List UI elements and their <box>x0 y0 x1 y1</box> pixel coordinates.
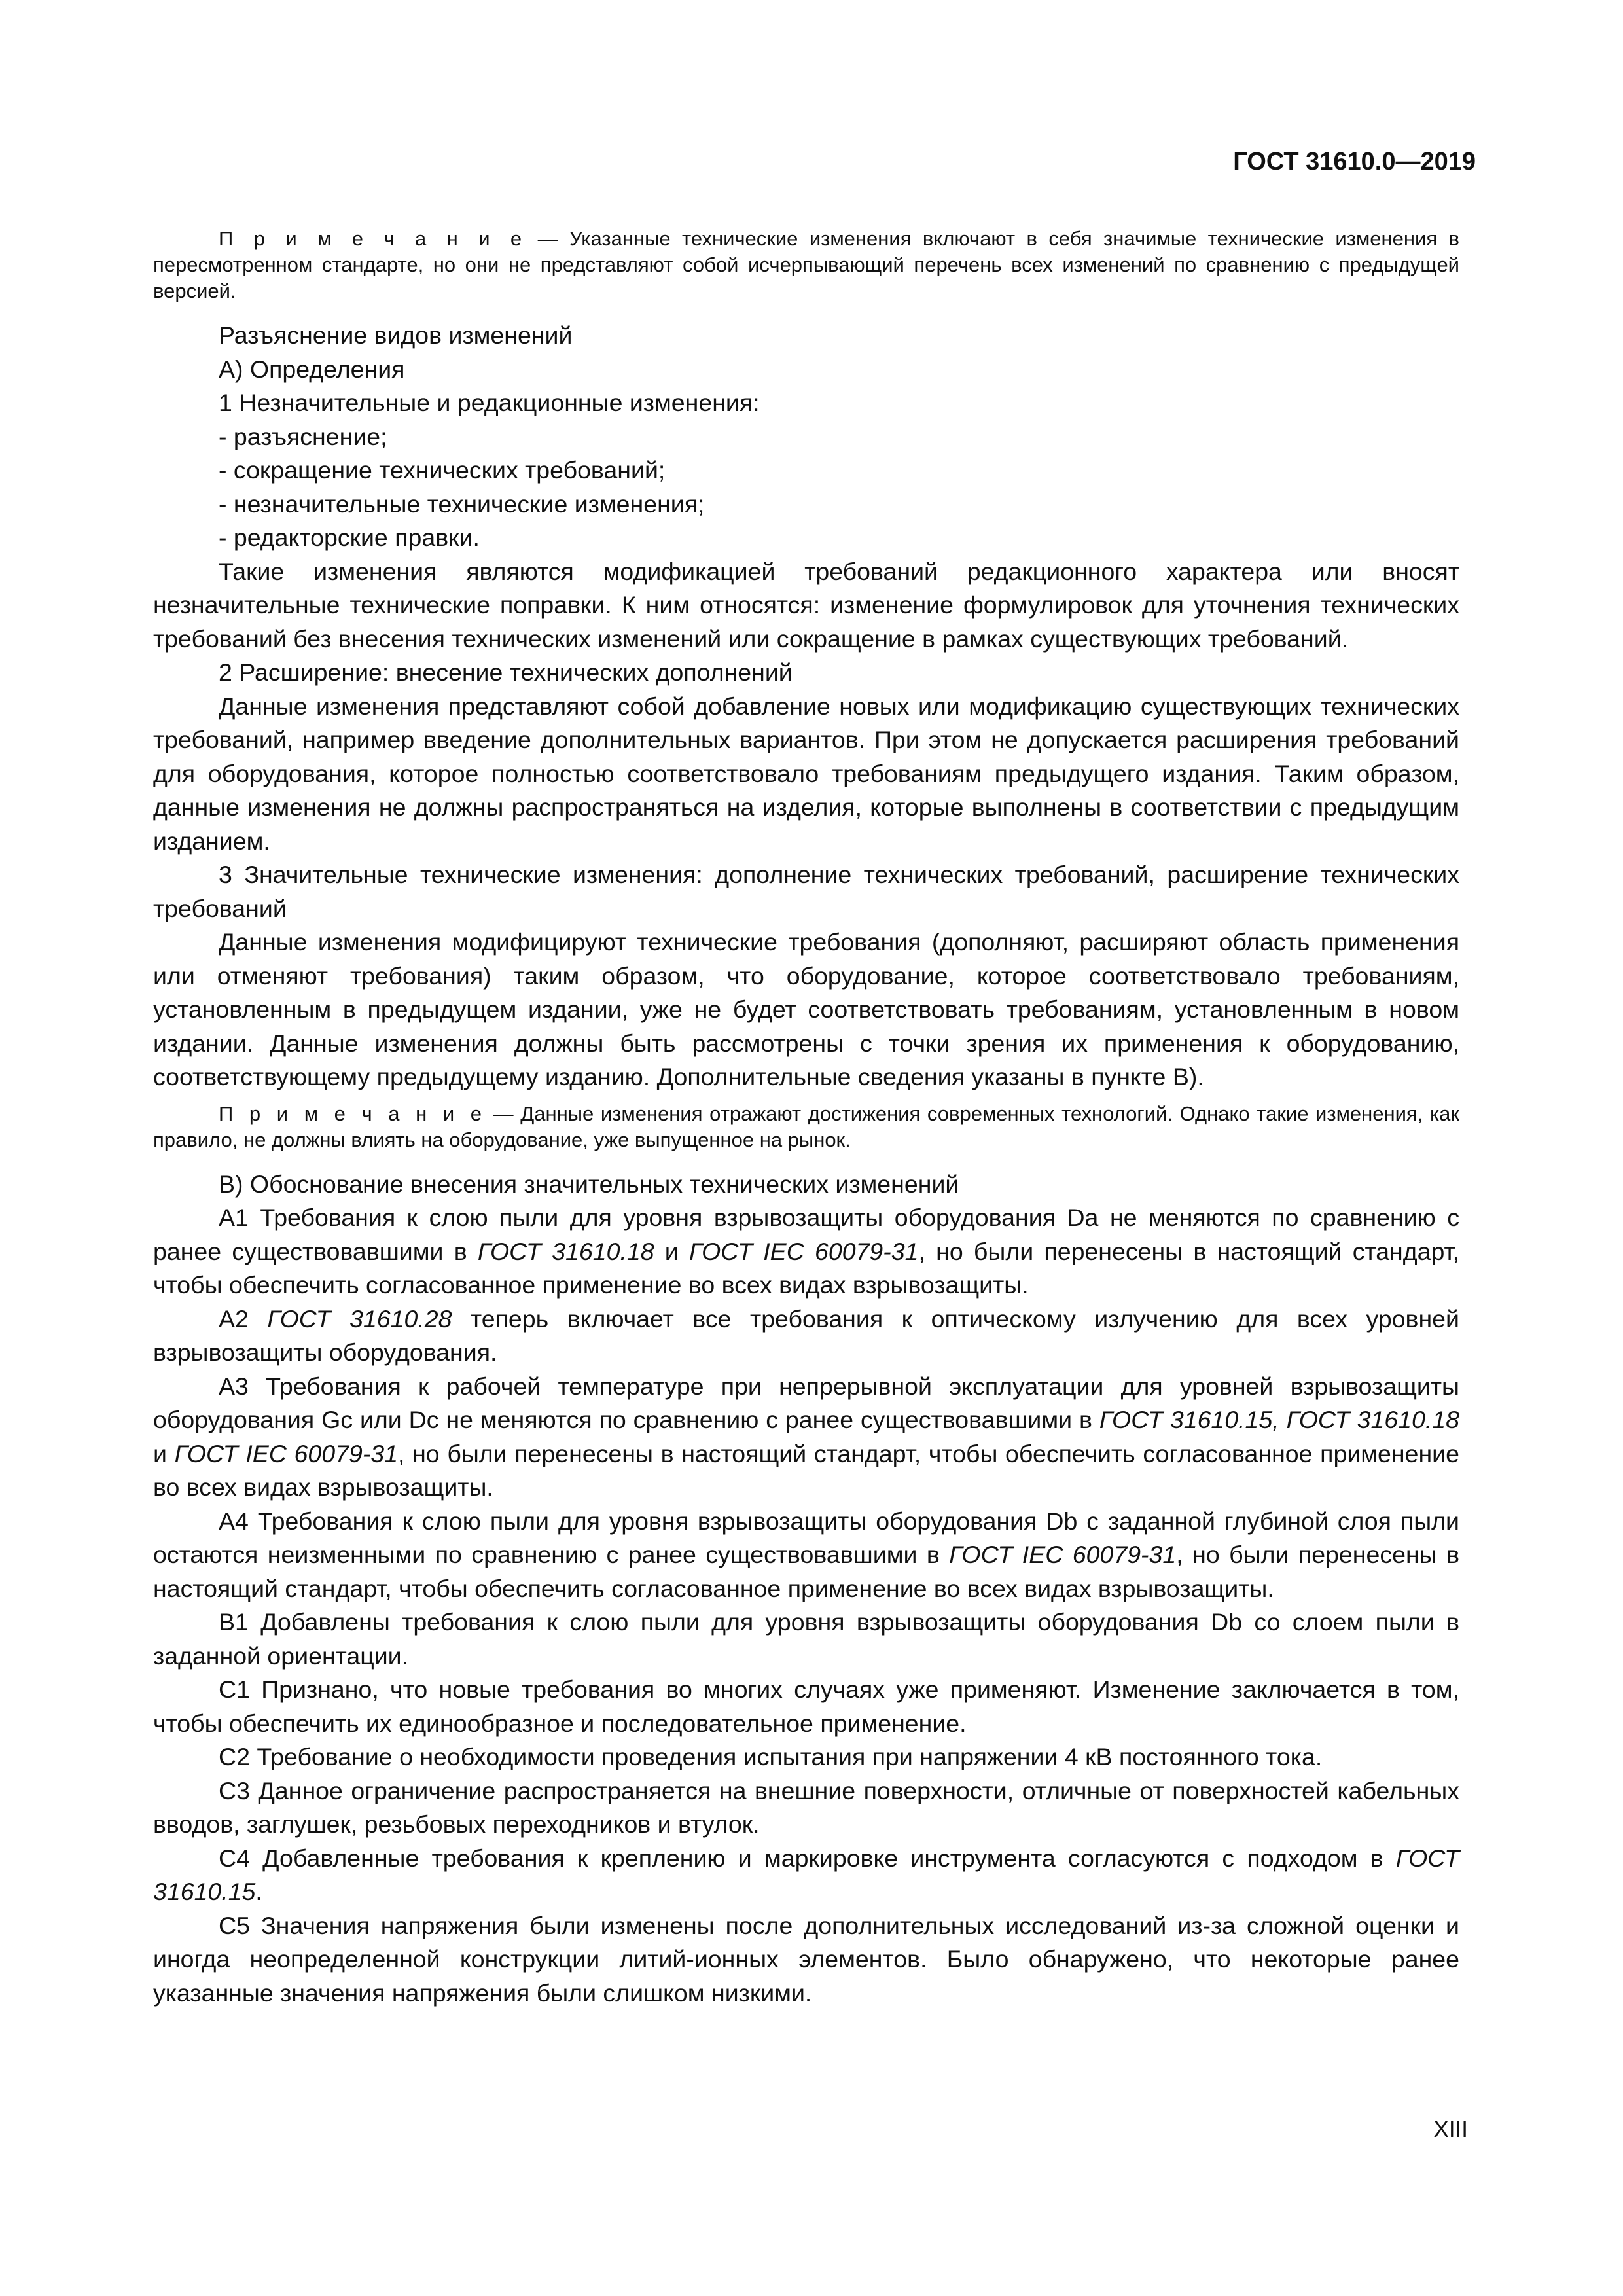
note-text: — Указанные технические изменения включают в себя значимые технические изменения в пересмотренном стандарте, но они не представляют собой исчерпывающий перечень всех изменений по сравнению с предыдущей версией. <box>153 227 1459 302</box>
section-title: Разъяснение видов изменений <box>219 321 573 349</box>
note-paragraph <box>153 1101 1459 1153</box>
paragraph-a1 <box>153 1201 1459 1302</box>
standard-reference: ГОСТ 31610.15, ГОСТ 31610.18 <box>1099 1406 1459 1433</box>
standard-reference: ГОСТ 31610.18 <box>477 1237 654 1265</box>
note-text: — Данные изменения отражают достижения современных технологий. Однако такие изменения, как правило, не должны влиять на оборудование, уже выпущенное на рынок. <box>153 1102 1459 1151</box>
text-run: A4 Требования к слою пыли для уровня взрывозащиты оборудования Db с заданной глубиной слоя пыли остаются неизменными по сравнению с ранее существовавшими в <box>153 1507 1459 1568</box>
text-run: и <box>153 1439 175 1467</box>
text-run: , но были перенесены в настоящий стандарт, чтобы обеспечить согласованное применение во всех видах взрывозащиты. <box>153 1237 1459 1299</box>
standard-reference: ГОСТ IEC 60079-31 <box>688 1237 919 1265</box>
note-label: П р и м е ч а н и е <box>219 1102 487 1125</box>
text-run: теперь включает все требования к оптическому излучению для всех уровней взрывозащиты оборудования. <box>153 1304 1459 1366</box>
document-code-header: ГОСТ 31610.0—2019 <box>1233 148 1476 175</box>
paragraph-a4 <box>153 1505 1459 1606</box>
text-run: , но были перенесены в настоящий стандарт, чтобы обеспечить согласованное применение во всех видах взрывозащиты. <box>153 1439 1459 1501</box>
item2-title: 2 Расширение: внесение технических дополнений <box>219 658 793 686</box>
text-run: C4 Добавленные требования к креплению и маркировке инструмента согласуются с подходом в <box>219 1844 1396 1872</box>
paragraph-a2 <box>153 1302 1459 1370</box>
list-item: - сокращение технических требований; <box>219 456 666 484</box>
page-number: XIII <box>1433 2117 1468 2142</box>
list-item: - разъяснение; <box>219 422 387 450</box>
item1-title: 1 Незначительные и редакционные изменения: <box>219 389 760 416</box>
item3-paragraph: Данные изменения модифицируют технические требования (дополняют, расширяют область применения или отменяют требования) таким образом, что оборудование, которое соответствовало требованиям, установленным в предыдущем издании, уже не будет соответствовать требованиям, установленным в новом издании. Данные изменения должны быть рассмотрены с точки зрения их применения к оборудованию, соответствующему предыдущему изданию. Дополнительные сведения указаны в пункте В). <box>153 928 1459 1090</box>
standard-reference: ГОСТ IEC 60079-31 <box>174 1439 399 1467</box>
paragraph-b1: B1 Добавлены требования к слою пыли для уровня взрывозащиты оборудования Db со слоем пыли в заданной ориентации. <box>153 1608 1459 1670</box>
text-run: . <box>255 1878 262 1905</box>
standard-reference: ГОСТ 31610.28 <box>267 1304 452 1333</box>
item2-paragraph: Данные изменения представляют собой добавление новых или модификацию существующих технических требований, например введение дополнительных вариантов. При этом не допускается расширения требований для оборудования, которое полностью соответствовало требованиям предыдущего издания. Таким образом, данные изменения не должны распространяться на изделия, которые выполнены в соответствии с предыдущим изданием. <box>153 692 1459 855</box>
paragraph-c1: C1 Признано, что новые требования во многих случаях уже применяют. Изменение заключается в том, чтобы обеспечить их единообразное и последовательное применение. <box>153 1676 1459 1737</box>
paragraph-c4 <box>153 1842 1459 1909</box>
paragraph-c2: C2 Требование о необходимости проведения испытания при напряжении 4 кВ постоянного тока. <box>219 1743 1323 1770</box>
text-run: , но были перенесены в настоящий стандарт, чтобы обеспечить согласованное применение во всех видах взрывозащиты. <box>153 1541 1459 1602</box>
section-b-heading: В) Обоснование внесения значительных технических изменений <box>219 1170 959 1198</box>
paragraph-c5: C5 Значения напряжения были изменены после дополнительных исследований из-за сложной оценки и иногда неопределенной конструкции литий-ионных элементов. Было обнаружено, что некоторые ранее указанные значения напряжения были слишком низкими. <box>153 1911 1459 2007</box>
item1-paragraph: Такие изменения являются модификацией требований редакционного характера или вносят незначительные технические поправки. К ним относятся: изменение формулировок для уточнения технических требований без внесения технических изменений или сокращение в рамках существующих требований. <box>153 557 1459 653</box>
text-run: и <box>654 1237 689 1265</box>
paragraph-c3: C3 Данное ограничение распространяется на внешние поверхности, отличные от поверхностей кабельных вводов, заглушек, резьбовых переходников и втулок. <box>153 1776 1459 1838</box>
text-run: A2 <box>219 1304 268 1333</box>
paragraph-a3 <box>153 1370 1459 1505</box>
item3-title: 3 Значительные технические изменения: дополнение технических требований, расширение технических требований <box>153 861 1459 922</box>
section-a-heading: А) Определения <box>219 355 405 383</box>
standard-reference: ГОСТ 31610.15 <box>153 1844 1459 1905</box>
text-run: A3 Требования к рабочей температуре при непрерывной эксплуатации для уровней взрывозащиты оборудования Gc или Dc не меняются по сравнению с ранее существовавшими в <box>153 1372 1459 1433</box>
note-paragraph <box>153 226 1459 304</box>
note-label: П р и м е ч а н и е <box>219 227 527 250</box>
standard-reference: ГОСТ IEC 60079-31 <box>949 1541 1177 1568</box>
list-item: - редакторские правки. <box>219 524 480 551</box>
page-content <box>153 226 1459 2010</box>
list-item: - незначительные технические изменения; <box>219 490 705 518</box>
text-run: A1 Требования к слою пыли для уровня взрывозащиты оборудования Da не меняются по сравнению с ранее существовавшими в <box>153 1204 1459 1265</box>
